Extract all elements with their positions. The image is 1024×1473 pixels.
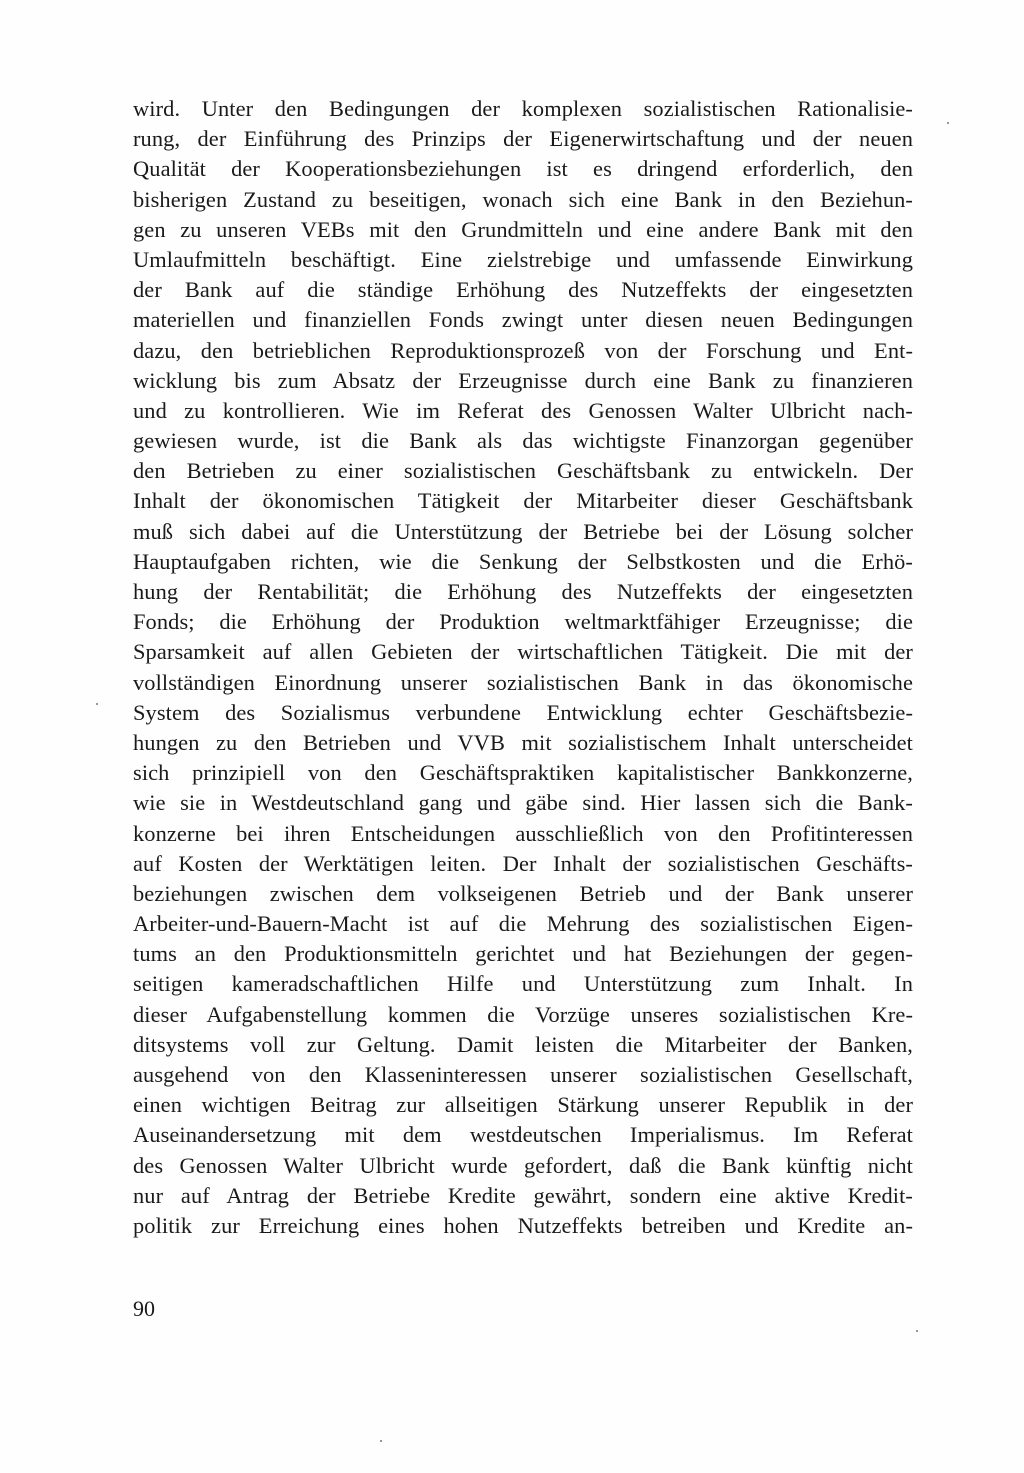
text-line: materiellen und finanziellen Fonds zwingt unter diesen neuen Bedingungen xyxy=(133,307,913,333)
text-line: tums an den Produktionsmitteln gerichtet und hat Beziehungen der gegen- xyxy=(133,941,913,967)
body-text xyxy=(133,94,913,1241)
text-line: wird. Unter den Bedingungen der komplexen sozialistischen Rationalisie- xyxy=(133,96,913,121)
text-line: rung, der Einführung des Prinzips der Eigenerwirtschaftung und der neuen xyxy=(133,126,913,152)
text-line: gen zu unseren VEBs mit den Grundmitteln und eine andere Bank mit den xyxy=(133,216,913,242)
text-line: hungen zu den Betrieben und VVB mit sozialistischem Inhalt unterscheidet xyxy=(133,729,913,755)
text-line: konzerne bei ihren Entscheidungen ausschließlich von den Profitinteressen xyxy=(133,820,913,846)
text-line: muß sich dabei auf die Unterstützung der Betriebe bei der Lösung solcher xyxy=(133,518,913,544)
text-line: beziehungen zwischen dem volkseigenen Betrieb und der Bank unserer xyxy=(133,880,913,906)
text-line: sich prinzipiell von den Geschäftspraktiken kapitalistischer Bankkonzerne, xyxy=(133,760,913,786)
text-line: politik zur Erreichung eines hohen Nutzeffekts betreiben und Kredite an- xyxy=(133,1212,913,1238)
text-line: Sparsamkeit auf allen Gebieten der wirtschaftlichen Tätigkeit. Die mit der xyxy=(133,639,913,665)
text-line: hung der Rentabilität; die Erhöhung des Nutzeffekts der eingesetzten xyxy=(133,579,913,604)
text-line: dieser Aufgabenstellung kommen die Vorzüge unseres sozialistischen Kre- xyxy=(133,1001,913,1027)
text-line: des Genossen Walter Ulbricht wurde gefordert, daß die Bank künftig nicht xyxy=(133,1152,913,1178)
text-line: Fonds; die Erhöhung der Produktion weltmarktfähiger Erzeugnisse; die xyxy=(133,609,913,635)
text-line: den Betrieben zu einer sozialistischen Geschäftsbank zu entwickeln. Der xyxy=(133,458,913,484)
scan-speck xyxy=(96,703,98,705)
text-line: einen wichtigen Beitrag zur allseitigen Stärkung unserer Republik in der xyxy=(133,1092,913,1118)
text-line: Umlaufmitteln beschäftigt. Eine zielstrebige und umfassende Einwirkung xyxy=(133,246,913,272)
text-line: wicklung bis zum Absatz der Erzeugnisse durch eine Bank zu finanzieren xyxy=(133,367,913,393)
scan-speck xyxy=(947,122,949,124)
text-line: und zu kontrollieren. Wie im Referat des Genossen Walter Ulbricht nach- xyxy=(133,397,913,423)
text-line: Hauptaufgaben richten, wie die Senkung der Selbstkosten und die Erhö- xyxy=(133,548,913,574)
text-line: auf Kosten der Werktätigen leiten. Der Inhalt der sozialistischen Geschäfts- xyxy=(133,850,913,876)
text-line: Arbeiter-und-Bauern-Macht ist auf die Mehrung des sozialistischen Eigen- xyxy=(133,911,913,937)
scan-speck xyxy=(380,1440,382,1442)
text-line: nur auf Antrag der Betriebe Kredite gewährt, sondern eine aktive Kredit- xyxy=(133,1182,913,1208)
text-line: System des Sozialismus verbundene Entwicklung echter Geschäftsbezie- xyxy=(133,699,913,725)
text-line: dazu, den betrieblichen Reproduktionsprozeß von der Forschung und Ent- xyxy=(133,337,913,363)
text-line: der Bank auf die ständige Erhöhung des Nutzeffekts der eingesetzten xyxy=(133,277,913,303)
text-line: vollständigen Einordnung unserer sozialistischen Bank in das ökonomische xyxy=(133,669,913,695)
text-line: bisherigen Zustand zu beseitigen, wonach sich eine Bank in den Beziehun- xyxy=(133,186,913,212)
text-line: Qualität der Kooperationsbeziehungen ist es dringend erforderlich, den xyxy=(133,156,913,182)
text-line: ditsystems voll zur Geltung. Damit leisten die Mitarbeiter der Banken, xyxy=(133,1031,913,1057)
text-line: gewiesen wurde, ist die Bank als das wichtigste Finanzorgan gegenüber xyxy=(133,428,913,454)
text-line: wie sie in Westdeutschland gang und gäbe sind. Hier lassen sich die Bank- xyxy=(133,790,913,816)
text-line: ausgehend von den Klasseninteressen unserer sozialistischen Gesellschaft, xyxy=(133,1062,913,1087)
page-number: 90 xyxy=(133,1296,155,1321)
scan-speck xyxy=(916,1330,918,1332)
text-line: seitigen kameradschaftlichen Hilfe und Unterstützung zum Inhalt. In xyxy=(133,971,913,997)
text-line: Auseinandersetzung mit dem westdeutschen Imperialismus. Im Referat xyxy=(133,1122,913,1148)
text-line: Inhalt der ökonomischen Tätigkeit der Mitarbeiter dieser Geschäftsbank xyxy=(133,488,913,514)
